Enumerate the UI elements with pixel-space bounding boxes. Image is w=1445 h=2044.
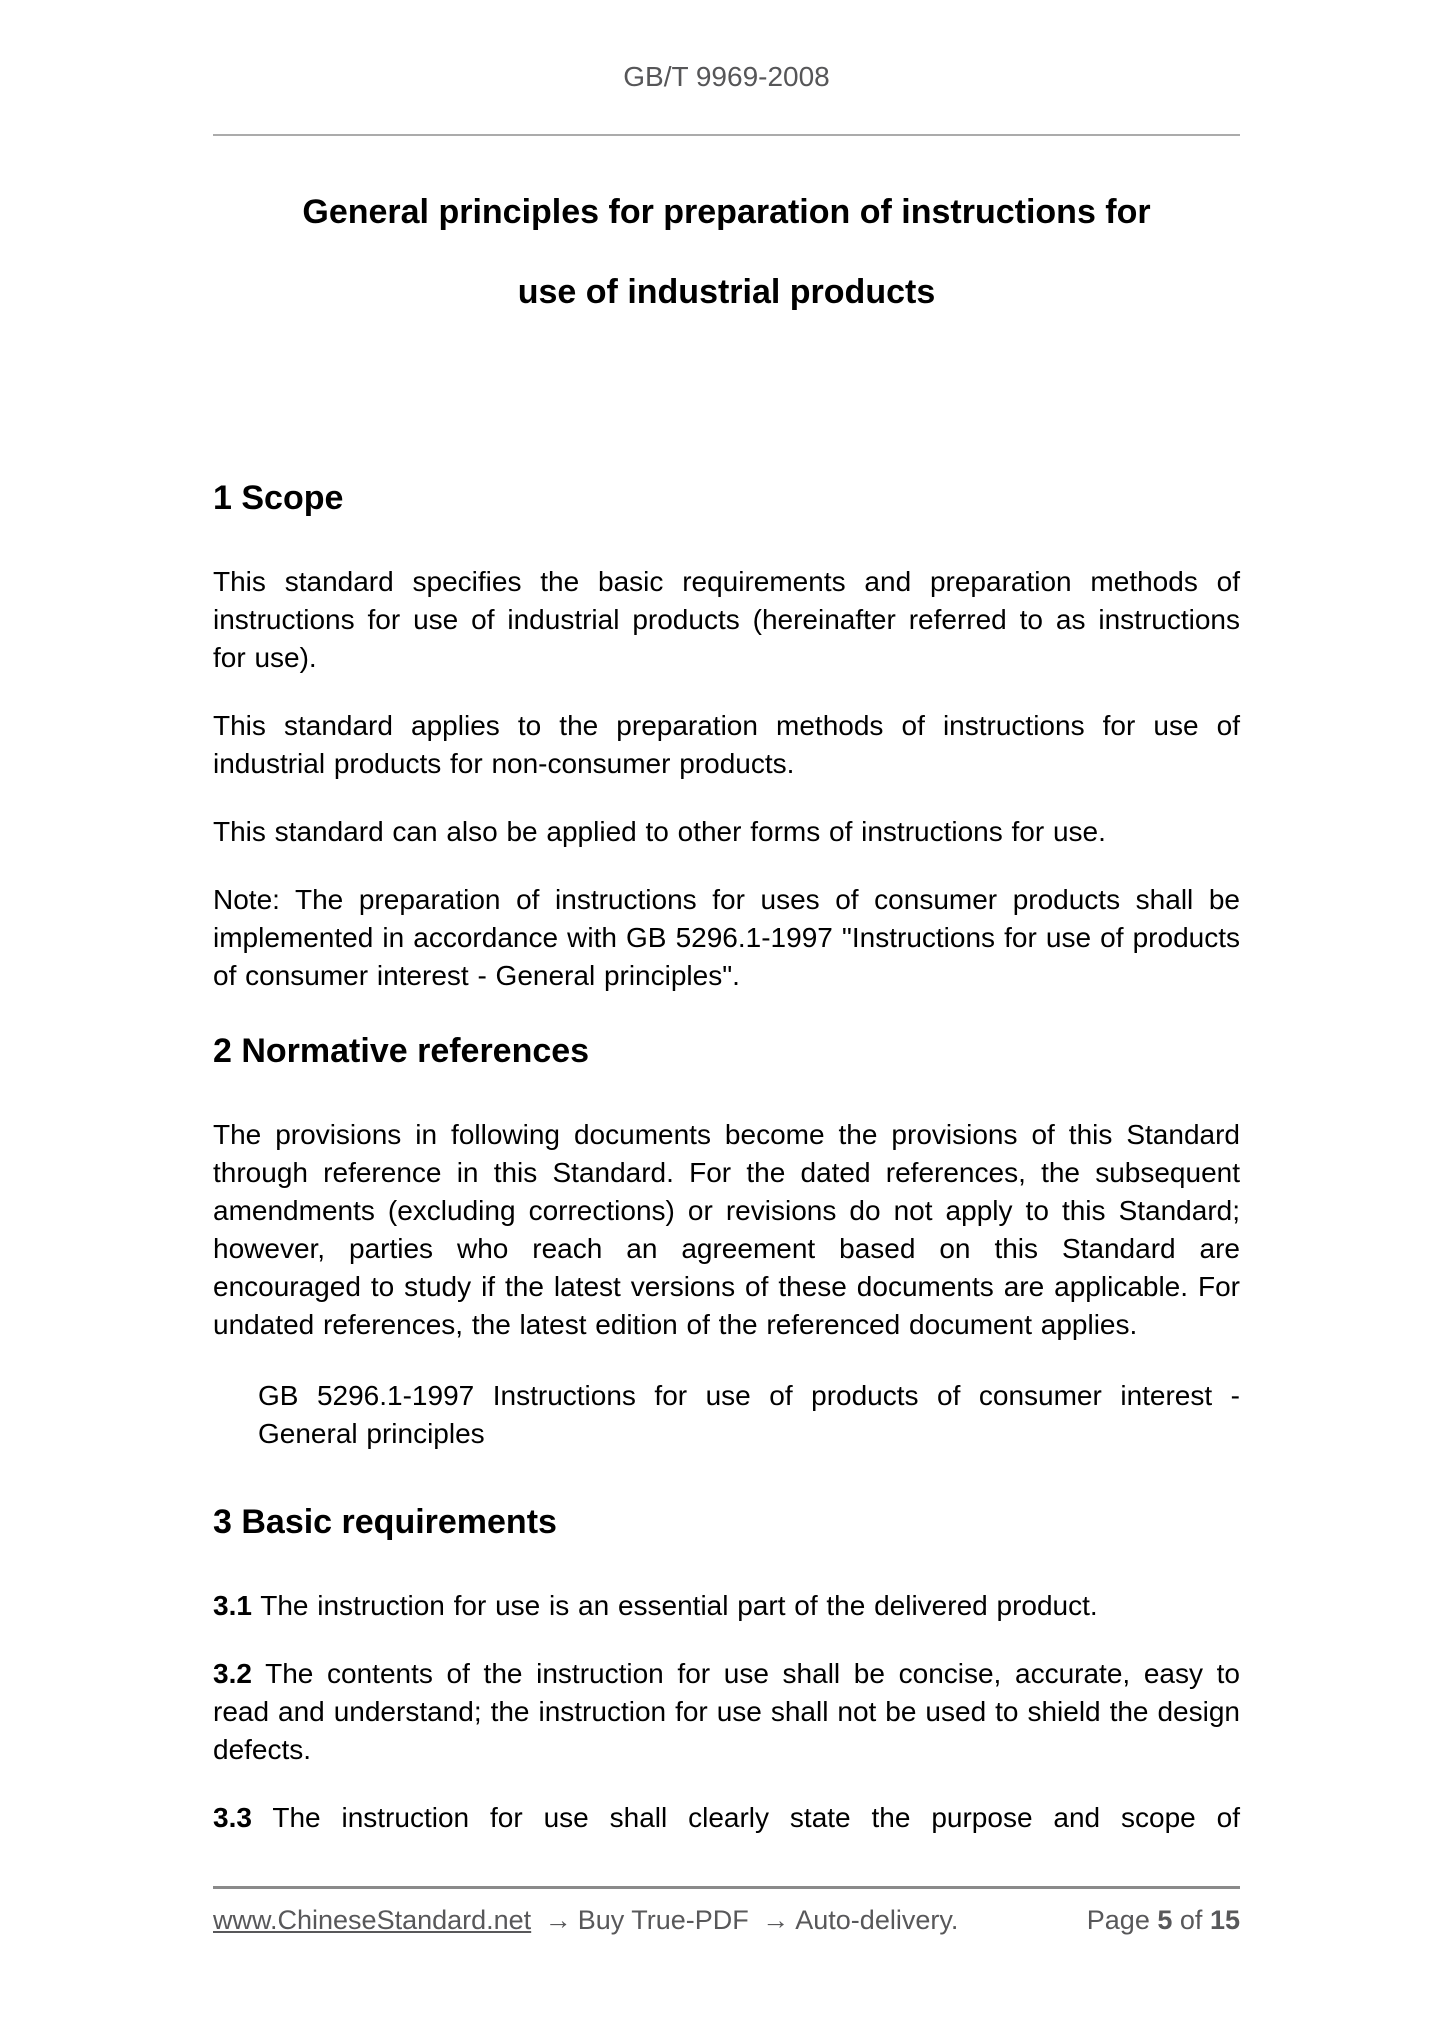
- section-heading-scope: 1 Scope: [213, 479, 344, 517]
- section-heading-normative-references: 2 Normative references: [213, 1032, 590, 1070]
- scope-paragraph-2: This standard applies to the preparation methods of instructions for use of industrial products for non-consumer products.: [213, 710, 1240, 779]
- clause-3-3-text: The instruction for use shall clearly state the purpose and scope of: [272, 1802, 1240, 1833]
- clause-3-1: [213, 1587, 1240, 1625]
- footer-source-line: [213, 1903, 958, 1937]
- footer-action-buy: Buy True-PDF: [577, 1905, 749, 1935]
- doc-title: [213, 172, 1240, 332]
- clause-3-2-text: The contents of the instruction for use shall be concise, accurate, easy to read and understand; the instruction for use shall not be used to shield the design defects.: [213, 1658, 1240, 1765]
- page-total: 15: [1209, 1905, 1240, 1935]
- right-arrow-icon: →: [544, 1905, 572, 1935]
- scope-paragraph-3: This standard can also be applied to other forms of instructions for use.: [213, 816, 1106, 847]
- doc-number: GB/T 9969-2008: [623, 61, 830, 92]
- clause-3-2: [213, 1655, 1240, 1769]
- clause-3-1-text: The instruction for use is an essential part of the delivered product.: [260, 1590, 1098, 1621]
- footer-row: [213, 1903, 1240, 1937]
- clause-3-2-number: 3.2: [213, 1658, 252, 1689]
- page-current: 5: [1157, 1905, 1173, 1935]
- website-link[interactable]: www.ChineseStandard.net: [213, 1905, 532, 1935]
- normative-reference-entry: GB 5296.1-1997 Instructions for use of products of consumer interest - General principles: [258, 1380, 1240, 1449]
- of-word: of: [1179, 1905, 1203, 1935]
- doc-title-line1: General principles for preparation of instructions for: [302, 193, 1151, 231]
- page-footer: [213, 1886, 1240, 1937]
- right-arrow-icon: →: [762, 1905, 790, 1935]
- doc-title-line2: use of industrial products: [517, 273, 936, 311]
- page-word: Page: [1086, 1905, 1150, 1935]
- header-rule: [213, 134, 1240, 136]
- clause-3-1-number: 3.1: [213, 1590, 252, 1621]
- page-indicator: [1087, 1903, 1240, 1937]
- section-heading-basic-requirements: 3 Basic requirements: [213, 1503, 557, 1541]
- scope-note: Note: The preparation of instructions for uses of consumer products shall be implemented in accordance with GB 5296.1-1997 "Instructions for use of products of consumer interest - General principles".: [213, 884, 1240, 991]
- normative-paragraph-1: The provisions in following documents become the provisions of this Standard through reference in this Standard. For the dated references, the subsequent amendments (excluding corrections) or revisions do not apply to this Standard; however, parties who reach an agreement based on this Standard are encouraged to study if the latest versions of these documents are applicable. For undated references, the latest edition of the referenced document applies.: [213, 1119, 1240, 1340]
- footer-rule: [213, 1886, 1240, 1889]
- clause-3-3: [213, 1799, 1240, 1837]
- clause-3-3-number: 3.3: [213, 1802, 252, 1833]
- footer-action-delivery: Auto-delivery.: [795, 1905, 959, 1935]
- scope-paragraph-1: This standard specifies the basic requirements and preparation methods of instructions for use of industrial products (hereinafter referred to as instructions for use).: [213, 566, 1240, 673]
